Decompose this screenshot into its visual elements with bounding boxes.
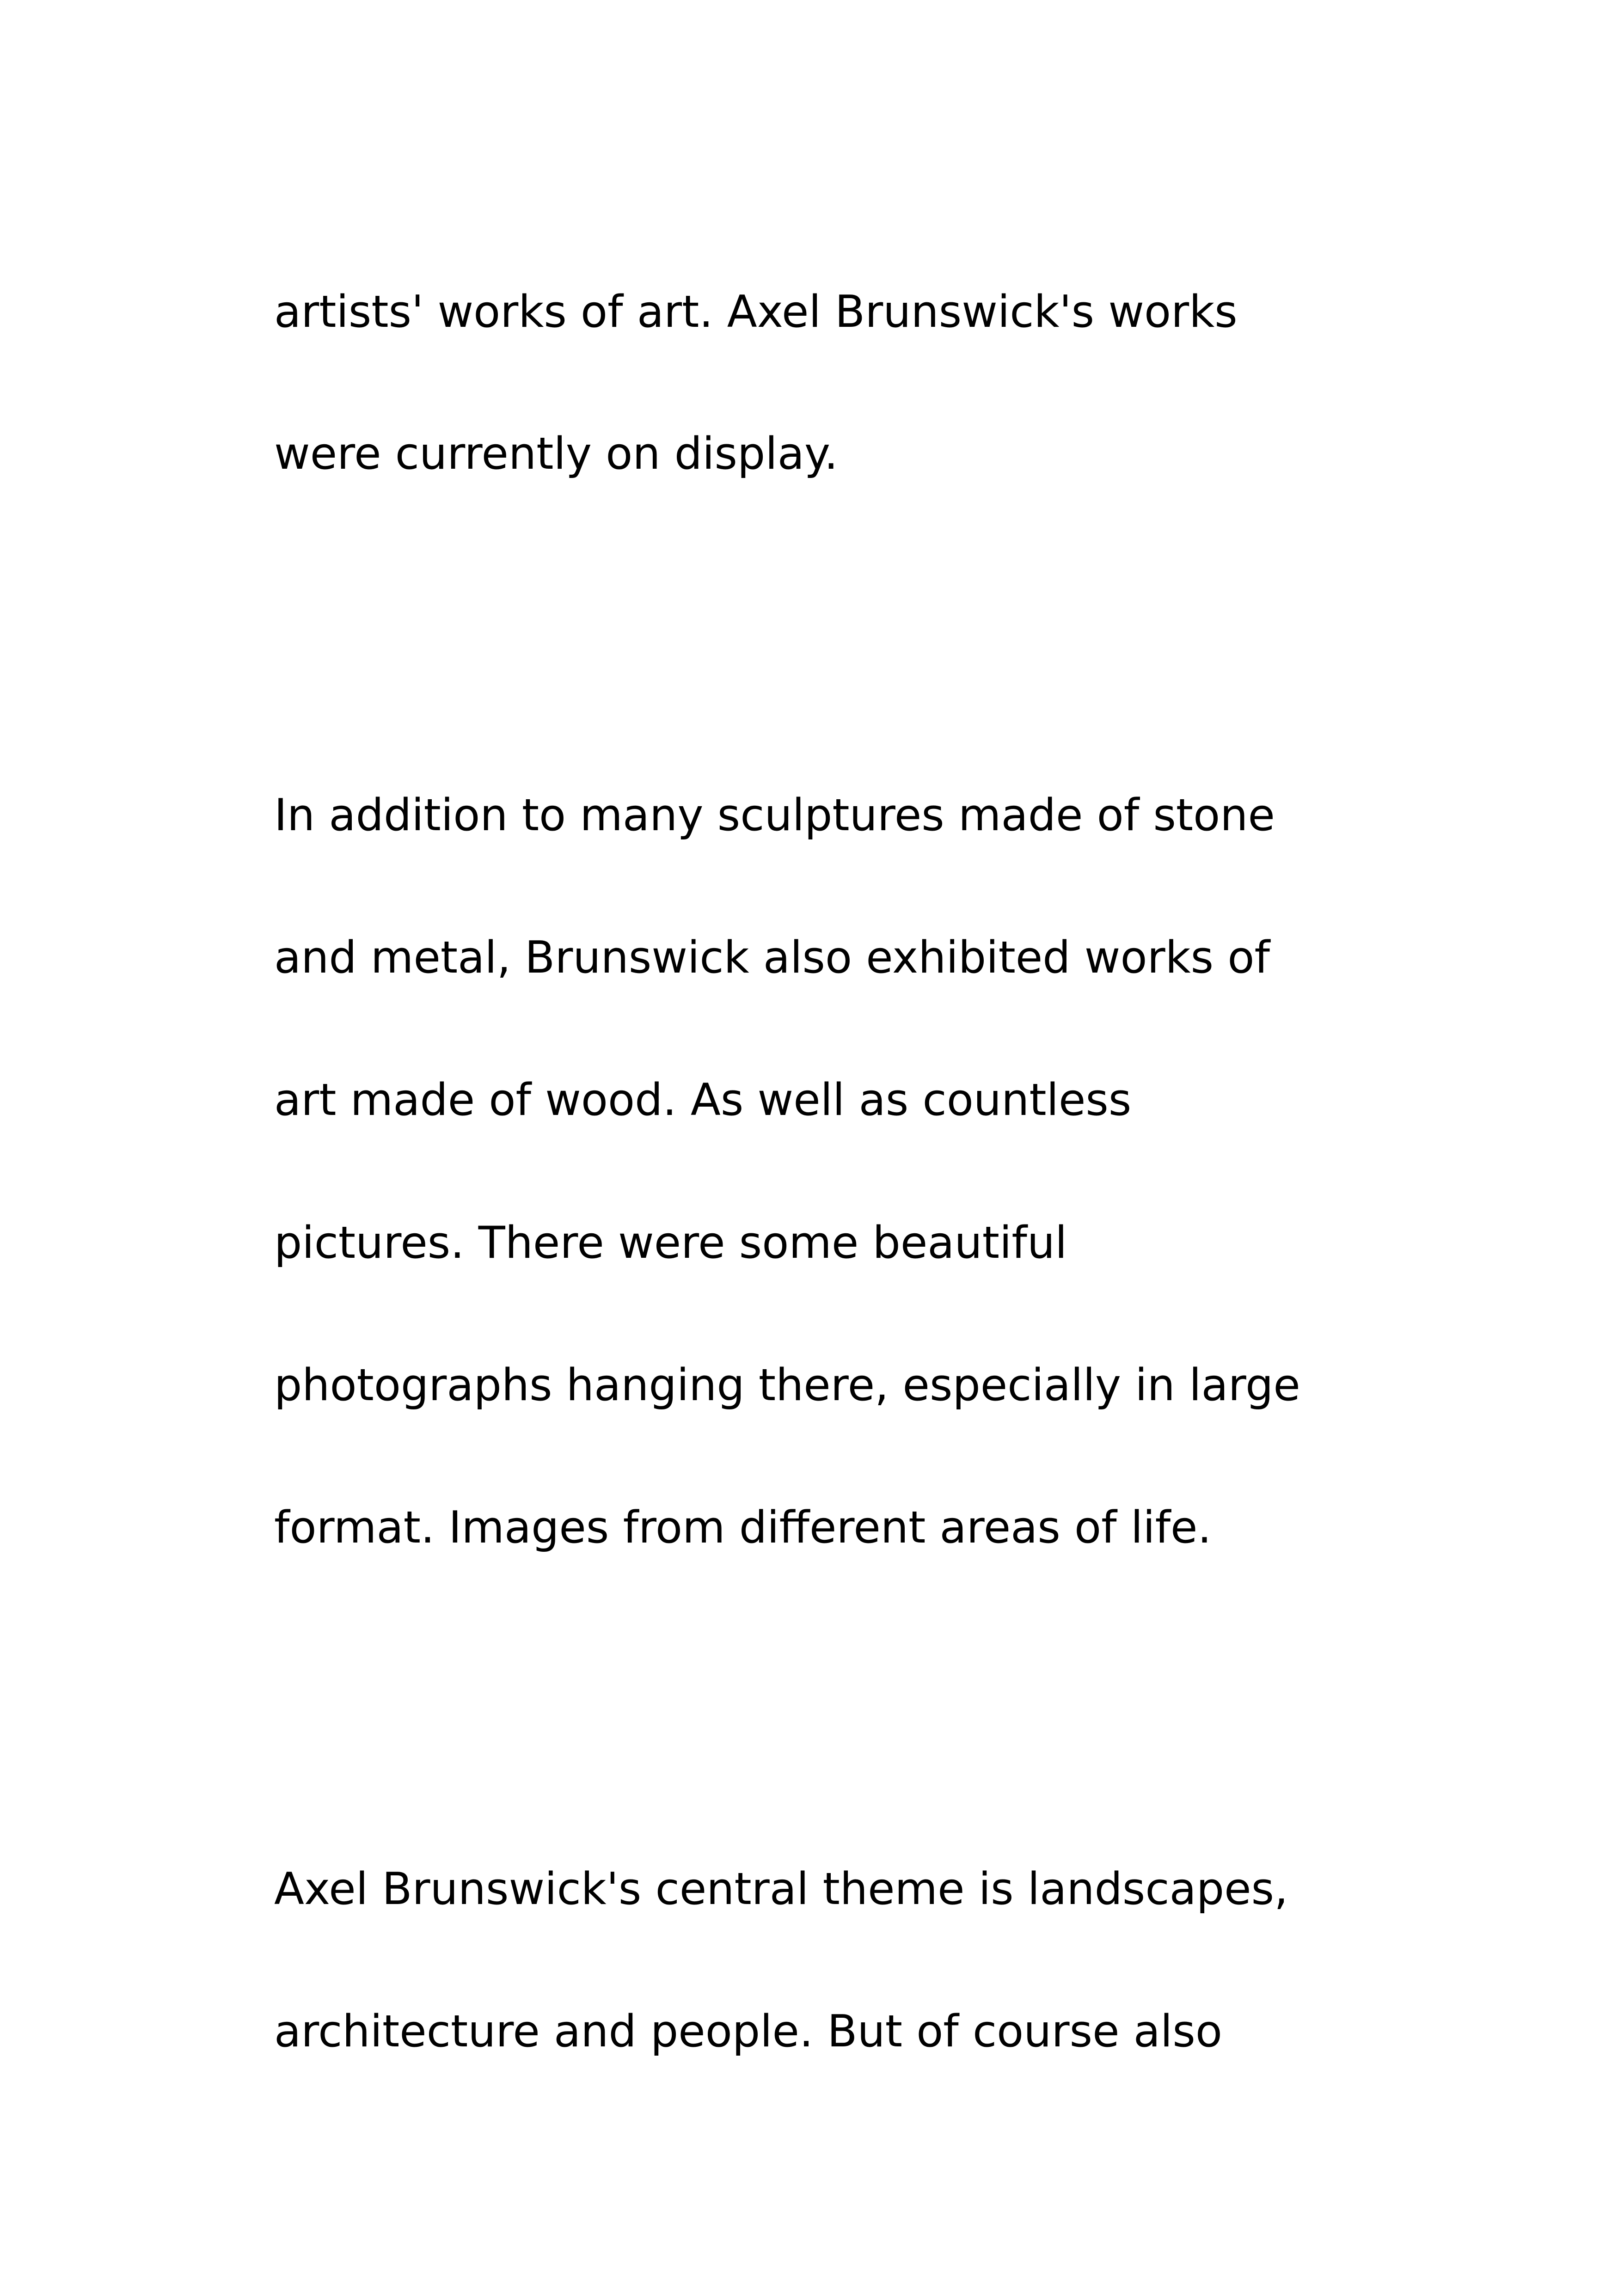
text-line: art made of wood. As well as countless [274, 1075, 1132, 1126]
text-line: format. Images from different areas of life. [274, 1502, 1212, 1553]
text-line: artists' works of art. Axel Brunswick's works [274, 287, 1238, 337]
text-line: In addition to many sculptures made of stone [274, 790, 1275, 841]
text-line: pictures. There were some beautiful [274, 1218, 1067, 1268]
text-line: and metal, Brunswick also exhibited works of [274, 932, 1270, 983]
text-line: were currently on display. [274, 429, 838, 479]
text-line: Axel Brunswick's central theme is landscapes, [274, 1864, 1288, 1915]
text-line: photographs hanging there, especially in large [274, 1360, 1300, 1411]
text-line: architecture and people. But of course also [274, 2006, 1222, 2057]
